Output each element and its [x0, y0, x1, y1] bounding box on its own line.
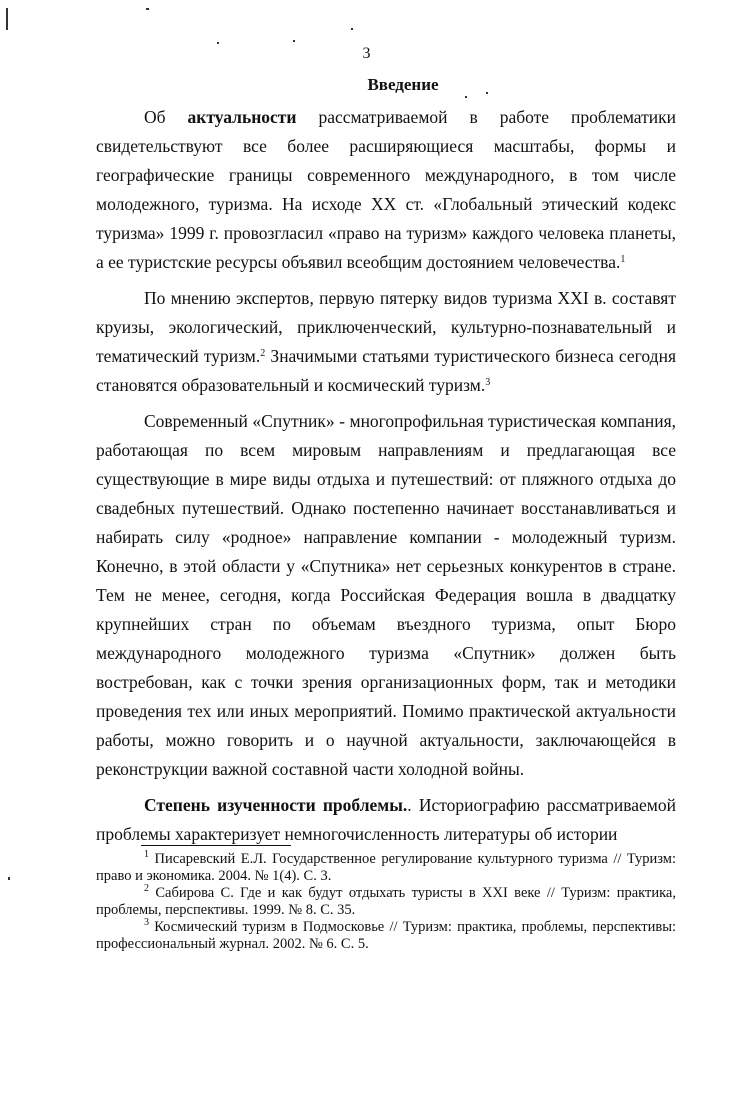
paragraph-text: По мнению экспертов, первую пятерку видов туризма XXI в. составят круизы, экологический, приключенческий, культурно-познавательный и тематический туризм. — [96, 288, 676, 366]
footnote-mark: 2 — [144, 883, 149, 894]
paragraph-relevance — [96, 103, 676, 277]
paragraph-lead: Об — [144, 107, 188, 127]
scan-speck — [146, 8, 149, 10]
paragraph-text: Современный «Спутник» - многопрофильная туристическая компания, работающая по всем мировым направлениям и предлагающая все существующие в мире виды отдыха и путешествий: от пляжного отдыха до свадебных путешествий. Однако постепенно начинает восстанавливаться и набирать силу «родное» направление компании - молодежный туризм. Конечно, в этой области у «Спутника» нет серьезных конкурентов в стране. Тем не менее, сегодня, когда Российская Федерация вошла в двадцатку крупнейших стран по объемам въездного туризма, опыт Бюро международного молодежного туризма «Спутник» должен быть востребован, как с точки зрения организационных форм, так и методики проведения тех или иных мероприятий. Помимо практической актуальности работы, можно говорить и о научной актуальности, заключающейся в реконструкции важной составной части холодной войны. — [96, 411, 676, 779]
footnote-1 — [96, 851, 676, 885]
scan-speck — [486, 92, 488, 94]
scan-speck — [6, 8, 8, 30]
bold-term-relevance: актуальности — [187, 107, 297, 127]
footnote-3 — [96, 919, 676, 953]
footnote-ref-3: 3 — [485, 377, 491, 388]
footnotes — [96, 851, 676, 953]
paragraph-text-continued: Значимыми статьями туристического бизнеса сегодня становятся образовательный и космический туризм. — [96, 346, 676, 395]
footnote-mark: 3 — [144, 917, 149, 928]
scan-speck — [465, 96, 467, 98]
footnote-mark: 1 — [144, 849, 149, 860]
footnote-text: Космический туризм в Подмосковье // Туризм: практика, проблемы, перспективы: профессиональный журнал. 2002. № 6. С. 5. — [96, 919, 676, 952]
paragraph-experts — [96, 284, 676, 400]
bold-term-study-degree: Степень изученности проблемы. — [144, 795, 408, 815]
footnote-ref-2: 2 — [260, 348, 266, 359]
footnote-ref-1: 1 — [620, 254, 626, 265]
footnote-2 — [96, 885, 676, 919]
paragraph-sputnik — [96, 407, 676, 784]
body-text — [96, 103, 676, 849]
section-title: Введение — [367, 75, 439, 94]
scan-speck — [8, 877, 10, 880]
scan-speck — [351, 28, 353, 30]
footnote-separator — [141, 845, 291, 846]
footnote-text: Сабирова С. Где и как будут отдыхать туристы в XXI веке // Туризм: практика, проблемы, перспективы. 1999. № 8. С. 35. — [96, 885, 676, 918]
scan-speck — [217, 42, 219, 44]
paragraph-study-degree — [96, 791, 676, 849]
footnote-text: Писаревский Е.Л. Государственное регулирование культурного туризма // Туризм: право и экономика. 2004. № 1(4). С. 3. — [96, 851, 676, 884]
paragraph-text: рассматриваемой в работе проблематики свидетельствуют все более расширяющиеся масштабы, формы и географические границы современного международного, в том числе молодежного, туризма. На исходе XX ст. «Глобальный этический кодекс туризма» 1999 г. провозгласил «право на туризм» каждого человека планеты, а ее туристские ресурсы объявил всеобщим достоянием человечества. — [96, 107, 677, 272]
scan-speck — [293, 40, 295, 42]
paragraph-text: . Историографию рассматриваемой проблемы характеризует немногочисленность литературы об истории — [96, 795, 676, 844]
page-number: 3 — [362, 45, 371, 62]
